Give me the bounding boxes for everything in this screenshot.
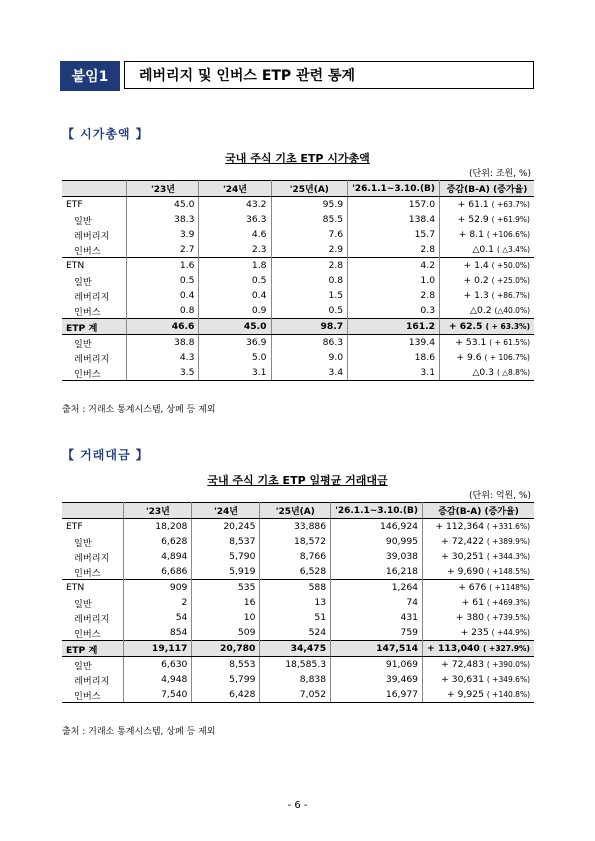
change-value: + 9.6 bbox=[456, 352, 482, 363]
cell-value: 0.5 bbox=[127, 273, 199, 288]
change-rate: ( +25.0%) bbox=[491, 276, 530, 285]
cell-value: 5.0 bbox=[199, 350, 271, 365]
cell-value: 0.5 bbox=[199, 273, 271, 288]
change-cell bbox=[423, 534, 534, 549]
change-rate: ( +349.6%) bbox=[486, 675, 530, 684]
column-header bbox=[62, 503, 124, 519]
trading-value-table bbox=[62, 502, 534, 703]
change-rate: ( +390.0%) bbox=[486, 660, 530, 669]
cell-value: 147,514 bbox=[331, 641, 423, 657]
row-label: ETN bbox=[62, 258, 127, 274]
cell-value: 1.8 bbox=[199, 258, 271, 274]
unit-label-market-cap: (단위: 조원, %) bbox=[469, 169, 531, 179]
cell-value: 146,924 bbox=[331, 519, 423, 535]
table-row bbox=[62, 273, 534, 288]
row-label: 인버스 bbox=[62, 365, 127, 381]
change-value: + 0.2 bbox=[463, 275, 489, 286]
row-label: 인버스 bbox=[62, 303, 127, 319]
cell-value: 19,117 bbox=[124, 641, 192, 657]
change-value: + 9,925 bbox=[447, 689, 484, 700]
column-header bbox=[62, 181, 127, 197]
cell-value: 18,585.3 bbox=[260, 657, 331, 673]
cell-value: 95.9 bbox=[271, 197, 348, 213]
cell-value: 20,245 bbox=[192, 519, 260, 535]
header-row bbox=[62, 503, 534, 519]
page-number: - 6 - bbox=[287, 800, 308, 811]
cell-value: 6,630 bbox=[124, 657, 192, 673]
change-cell bbox=[423, 610, 534, 625]
cell-value: 45.0 bbox=[127, 197, 199, 213]
cell-value: 43.2 bbox=[199, 197, 271, 213]
change-value: + 53.1 bbox=[455, 337, 487, 348]
change-value: △0.1 bbox=[472, 244, 495, 255]
change-rate: ( +148.5%) bbox=[486, 567, 530, 576]
change-cell bbox=[440, 227, 534, 242]
cell-value: 759 bbox=[331, 625, 423, 641]
cell-value: 8,553 bbox=[192, 657, 260, 673]
cell-value: 4.2 bbox=[348, 258, 440, 274]
cell-value: 33,886 bbox=[260, 519, 331, 535]
cell-value: 6,628 bbox=[124, 534, 192, 549]
column-header: '23년 bbox=[124, 503, 192, 519]
cell-value: 85.5 bbox=[271, 212, 348, 227]
change-cell bbox=[423, 687, 534, 703]
change-rate: ( + 63.3%) bbox=[485, 322, 530, 331]
cell-value: 588 bbox=[260, 580, 331, 596]
table-row bbox=[62, 519, 534, 535]
row-label: ETP 계 bbox=[62, 319, 127, 335]
cell-value: 91,069 bbox=[331, 657, 423, 673]
cell-value: 509 bbox=[192, 625, 260, 641]
table-row bbox=[62, 672, 534, 687]
table-row bbox=[62, 641, 534, 657]
cell-value: 3.4 bbox=[271, 365, 348, 381]
change-rate: ( △8.8%) bbox=[496, 368, 530, 377]
change-rate: ( △3.4%) bbox=[496, 245, 530, 254]
table-row bbox=[62, 610, 534, 625]
row-label: 레버리지 bbox=[62, 610, 124, 625]
cell-value: 1,264 bbox=[331, 580, 423, 596]
source-note-market-cap: 출처 : 거래소 통계시스템, 상폐 등 제외 bbox=[62, 405, 216, 415]
row-label: 일반 bbox=[62, 657, 124, 673]
cell-value: 16,218 bbox=[331, 564, 423, 580]
change-cell bbox=[423, 672, 534, 687]
cell-value: 45.0 bbox=[199, 319, 271, 335]
cell-value: 138.4 bbox=[348, 212, 440, 227]
cell-value: 3.5 bbox=[127, 365, 199, 381]
row-label: 레버리지 bbox=[62, 227, 127, 242]
change-value: + 72,422 bbox=[441, 536, 484, 547]
cell-value: 0.3 bbox=[348, 303, 440, 319]
cell-value: 36.3 bbox=[199, 212, 271, 227]
table-row bbox=[62, 365, 534, 381]
cell-value: 2.7 bbox=[127, 242, 199, 258]
cell-value: 18,572 bbox=[260, 534, 331, 549]
table-row bbox=[62, 687, 534, 703]
cell-value: 38.3 bbox=[127, 212, 199, 227]
column-header: '25년(A) bbox=[260, 503, 331, 519]
table-row bbox=[62, 288, 534, 303]
cell-value: 909 bbox=[124, 580, 192, 596]
cell-value: 10 bbox=[192, 610, 260, 625]
change-value: + 1.3 bbox=[463, 290, 489, 301]
page-title: 레버리지 및 인버스 ETP 관련 통계 bbox=[124, 61, 534, 89]
change-rate: (△40.0%) bbox=[494, 306, 530, 315]
cell-value: 161.2 bbox=[348, 319, 440, 335]
cell-value: 4.6 bbox=[199, 227, 271, 242]
change-cell bbox=[423, 580, 534, 596]
change-cell bbox=[423, 625, 534, 641]
change-value: + 61 bbox=[461, 597, 484, 608]
table-row bbox=[62, 197, 534, 213]
change-rate: ( +86.7%) bbox=[491, 291, 530, 300]
cell-value: 39,469 bbox=[331, 672, 423, 687]
change-rate: ( +61.9%) bbox=[491, 215, 530, 224]
cell-value: 46.6 bbox=[127, 319, 199, 335]
page-header bbox=[60, 61, 536, 91]
change-rate: ( +344.3%) bbox=[486, 552, 530, 561]
market-cap-table bbox=[62, 180, 534, 381]
row-label: ETN bbox=[62, 580, 124, 596]
change-value: + 62.5 bbox=[448, 321, 483, 332]
change-cell bbox=[440, 335, 534, 351]
column-header: '23년 bbox=[127, 181, 199, 197]
row-label: 인버스 bbox=[62, 564, 124, 580]
change-value: + 112,364 bbox=[435, 521, 484, 532]
table-row bbox=[62, 657, 534, 673]
source-note-trading-value: 출처 : 거래소 통계시스템, 상폐 등 제외 bbox=[62, 727, 216, 737]
table-row bbox=[62, 258, 534, 274]
cell-value: 15.7 bbox=[348, 227, 440, 242]
cell-value: 2.8 bbox=[348, 288, 440, 303]
cell-value: 0.8 bbox=[127, 303, 199, 319]
cell-value: 5,799 bbox=[192, 672, 260, 687]
cell-value: 8,766 bbox=[260, 549, 331, 564]
change-value: + 380 bbox=[455, 612, 484, 623]
change-rate: ( +63.7%) bbox=[491, 200, 530, 209]
table-caption-market-cap: 국내 주식 기초 ETP 시가총액 bbox=[225, 152, 370, 165]
change-rate: ( +140.8%) bbox=[486, 690, 530, 699]
cell-value: 0.4 bbox=[199, 288, 271, 303]
cell-value: 2.8 bbox=[348, 242, 440, 258]
row-label: 레버리지 bbox=[62, 288, 127, 303]
cell-value: 13 bbox=[260, 595, 331, 610]
table-row bbox=[62, 580, 534, 596]
cell-value: 3.1 bbox=[199, 365, 271, 381]
cell-value: 4.3 bbox=[127, 350, 199, 365]
cell-value: 3.9 bbox=[127, 227, 199, 242]
cell-value: 39,038 bbox=[331, 549, 423, 564]
cell-value: 36.9 bbox=[199, 335, 271, 351]
cell-value: 2.3 bbox=[199, 242, 271, 258]
change-rate: ( +331.6%) bbox=[486, 522, 530, 531]
change-rate: ( + 106.7%) bbox=[484, 353, 530, 362]
cell-value: 431 bbox=[331, 610, 423, 625]
row-label: ETP 계 bbox=[62, 641, 124, 657]
change-value: + 235 bbox=[460, 627, 489, 638]
change-value: + 61.1 bbox=[457, 199, 489, 210]
cell-value: 4,894 bbox=[124, 549, 192, 564]
cell-value: 2 bbox=[124, 595, 192, 610]
cell-value: 854 bbox=[124, 625, 192, 641]
column-header: 증감(B-A) (증가율) bbox=[423, 503, 534, 519]
change-value: + 30,251 bbox=[441, 551, 484, 562]
cell-value: 16,977 bbox=[331, 687, 423, 703]
change-value: + 676 bbox=[458, 582, 487, 593]
cell-value: 54 bbox=[124, 610, 192, 625]
cell-value: 9.0 bbox=[271, 350, 348, 365]
change-value: △0.2 bbox=[469, 305, 492, 316]
cell-value: 2.8 bbox=[271, 258, 348, 274]
cell-value: 51 bbox=[260, 610, 331, 625]
row-label: ETF bbox=[62, 197, 127, 213]
change-cell bbox=[423, 519, 534, 535]
change-value: △0.3 bbox=[472, 367, 495, 378]
change-cell bbox=[440, 242, 534, 258]
change-rate: ( +1148%) bbox=[489, 583, 530, 592]
table-row bbox=[62, 534, 534, 549]
row-label: 레버리지 bbox=[62, 549, 124, 564]
table-caption-trading-value: 국내 주식 기초 ETP 일평균 거래대금 bbox=[207, 474, 388, 487]
change-cell bbox=[440, 288, 534, 303]
change-cell bbox=[440, 319, 534, 335]
change-rate: ( +389.9%) bbox=[486, 537, 530, 546]
cell-value: 74 bbox=[331, 595, 423, 610]
cell-value: 20,780 bbox=[192, 641, 260, 657]
cell-value: 8,838 bbox=[260, 672, 331, 687]
table-row bbox=[62, 303, 534, 319]
cell-value: 4,948 bbox=[124, 672, 192, 687]
change-cell bbox=[423, 641, 534, 657]
cell-value: 1.0 bbox=[348, 273, 440, 288]
row-label: 일반 bbox=[62, 273, 127, 288]
change-rate: ( +739.5%) bbox=[486, 613, 530, 622]
cell-value: 3.1 bbox=[348, 365, 440, 381]
cell-value: 7,052 bbox=[260, 687, 331, 703]
section-heading-trading-value: 【 거래대금 】 bbox=[62, 448, 149, 462]
change-rate: ( +327.9%) bbox=[483, 644, 530, 653]
row-label: 일반 bbox=[62, 335, 127, 351]
cell-value: 0.5 bbox=[271, 303, 348, 319]
header-row bbox=[62, 181, 534, 197]
cell-value: 535 bbox=[192, 580, 260, 596]
table-row bbox=[62, 595, 534, 610]
table-row bbox=[62, 319, 534, 335]
table-row bbox=[62, 227, 534, 242]
change-rate: ( +50.0%) bbox=[491, 261, 530, 270]
cell-value: 5,919 bbox=[192, 564, 260, 580]
cell-value: 34,475 bbox=[260, 641, 331, 657]
change-rate: ( + 61.5%) bbox=[489, 338, 530, 347]
cell-value: 16 bbox=[192, 595, 260, 610]
cell-value: 90,995 bbox=[331, 534, 423, 549]
column-header: '25년(A) bbox=[271, 181, 348, 197]
change-value: + 9,690 bbox=[447, 566, 484, 577]
cell-value: 6,528 bbox=[260, 564, 331, 580]
column-header: '24년 bbox=[192, 503, 260, 519]
change-value: + 30,631 bbox=[441, 674, 484, 685]
change-value: + 8.1 bbox=[458, 229, 484, 240]
change-rate: ( +44.9%) bbox=[491, 628, 530, 637]
column-header: '24년 bbox=[199, 181, 271, 197]
cell-value: 7.6 bbox=[271, 227, 348, 242]
cell-value: 38.8 bbox=[127, 335, 199, 351]
cell-value: 5,790 bbox=[192, 549, 260, 564]
table-row bbox=[62, 242, 534, 258]
cell-value: 18,208 bbox=[124, 519, 192, 535]
change-value: + 113,040 bbox=[427, 643, 480, 654]
cell-value: 524 bbox=[260, 625, 331, 641]
row-label: 인버스 bbox=[62, 242, 127, 258]
cell-value: 7,540 bbox=[124, 687, 192, 703]
change-cell bbox=[440, 258, 534, 274]
change-cell bbox=[423, 595, 534, 610]
unit-label-trading-value: (단위: 억원, %) bbox=[469, 491, 531, 501]
change-cell bbox=[423, 549, 534, 564]
change-cell bbox=[440, 197, 534, 213]
row-label: 인버스 bbox=[62, 687, 124, 703]
cell-value: 1.5 bbox=[271, 288, 348, 303]
table-row bbox=[62, 564, 534, 580]
row-label: 레버리지 bbox=[62, 672, 124, 687]
table-row bbox=[62, 625, 534, 641]
column-header: '26.1.1~3.10.(B) bbox=[348, 181, 440, 197]
change-cell bbox=[440, 303, 534, 319]
cell-value: 0.9 bbox=[199, 303, 271, 319]
row-label: ETF bbox=[62, 519, 124, 535]
appendix-badge: 붙임1 bbox=[60, 61, 120, 91]
cell-value: 6,686 bbox=[124, 564, 192, 580]
cell-value: 86.3 bbox=[271, 335, 348, 351]
row-label: 일반 bbox=[62, 212, 127, 227]
cell-value: 6,428 bbox=[192, 687, 260, 703]
table-row bbox=[62, 549, 534, 564]
cell-value: 98.7 bbox=[271, 319, 348, 335]
table-row bbox=[62, 212, 534, 227]
cell-value: 2.9 bbox=[271, 242, 348, 258]
change-rate: ( +469.3%) bbox=[486, 598, 530, 607]
cell-value: 18.6 bbox=[348, 350, 440, 365]
row-label: 인버스 bbox=[62, 625, 124, 641]
cell-value: 0.8 bbox=[271, 273, 348, 288]
cell-value: 139.4 bbox=[348, 335, 440, 351]
table-row bbox=[62, 350, 534, 365]
cell-value: 157.0 bbox=[348, 197, 440, 213]
change-value: + 52.9 bbox=[457, 214, 489, 225]
change-cell bbox=[440, 350, 534, 365]
table-row bbox=[62, 335, 534, 351]
change-cell bbox=[440, 212, 534, 227]
row-label: 레버리지 bbox=[62, 350, 127, 365]
cell-value: 0.4 bbox=[127, 288, 199, 303]
change-value: + 72,483 bbox=[441, 659, 484, 670]
row-label: 일반 bbox=[62, 595, 124, 610]
change-cell bbox=[440, 273, 534, 288]
change-cell bbox=[423, 657, 534, 673]
change-cell bbox=[423, 564, 534, 580]
column-header: '26.1.1~3.10.(B) bbox=[331, 503, 423, 519]
change-rate: ( +106.6%) bbox=[486, 230, 530, 239]
column-header: 증감(B-A) (증가율) bbox=[440, 181, 534, 197]
change-cell bbox=[440, 365, 534, 381]
cell-value: 1.6 bbox=[127, 258, 199, 274]
cell-value: 8,537 bbox=[192, 534, 260, 549]
section-heading-market-cap: 【 시가총액 】 bbox=[62, 127, 149, 141]
row-label: 일반 bbox=[62, 534, 124, 549]
change-value: + 1.4 bbox=[463, 260, 489, 271]
